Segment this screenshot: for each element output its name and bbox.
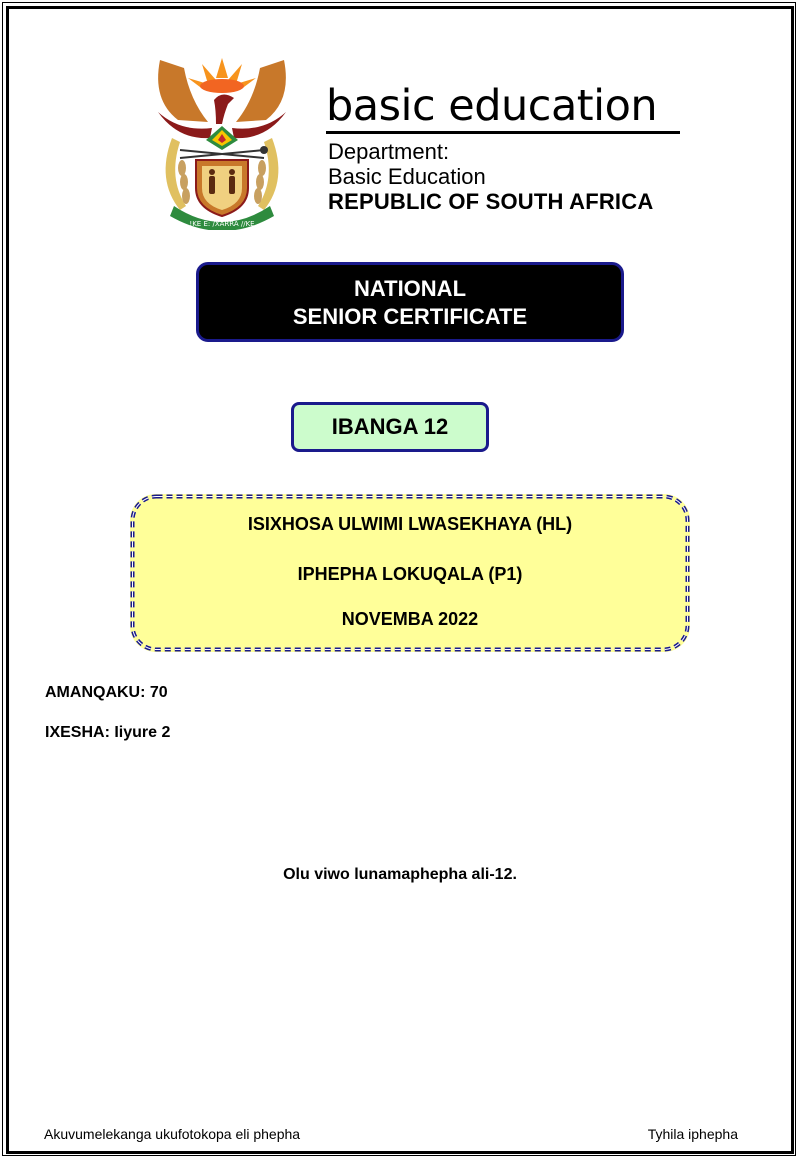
department-label: Department: xyxy=(328,139,450,164)
grade-badge: IBANGA 12 xyxy=(291,402,489,452)
certificate-line-1: NATIONAL xyxy=(353,276,467,301)
brand-divider xyxy=(326,131,680,134)
subject-panel xyxy=(130,494,690,652)
coat-of-arms-icon xyxy=(150,50,295,230)
total-marks: AMANQAKU: 70 xyxy=(45,684,168,701)
page-count-note: Olu viwo lunamaphepha ali-12. xyxy=(283,866,517,883)
svg-text:!KE E: /XARRA //KE: !KE E: /XARRA //KE xyxy=(189,220,255,228)
exam-session: NOVEMBA 2022 xyxy=(341,609,479,629)
country-name: REPUBLIC OF SOUTH AFRICA xyxy=(328,189,654,214)
paper-number: IPHEPHA LOKUQALA (P1) xyxy=(297,564,523,584)
copyright-notice: Akuvumelekanga ukufotokopa eli phepha xyxy=(44,1126,301,1142)
certificate-banner xyxy=(196,262,624,342)
turn-over-notice: Tyhila iphepha xyxy=(647,1126,738,1142)
subject-title: ISIXHOSA ULWIMI LWASEKHAYA (HL) xyxy=(247,514,573,534)
department-name: Basic Education xyxy=(328,164,486,189)
department-brand xyxy=(326,81,682,214)
brand-title: basic education xyxy=(326,81,658,131)
certificate-line-2: SENIOR CERTIFICATE xyxy=(292,304,528,329)
exam-duration: IXESHA: Iiyure 2 xyxy=(45,724,171,741)
